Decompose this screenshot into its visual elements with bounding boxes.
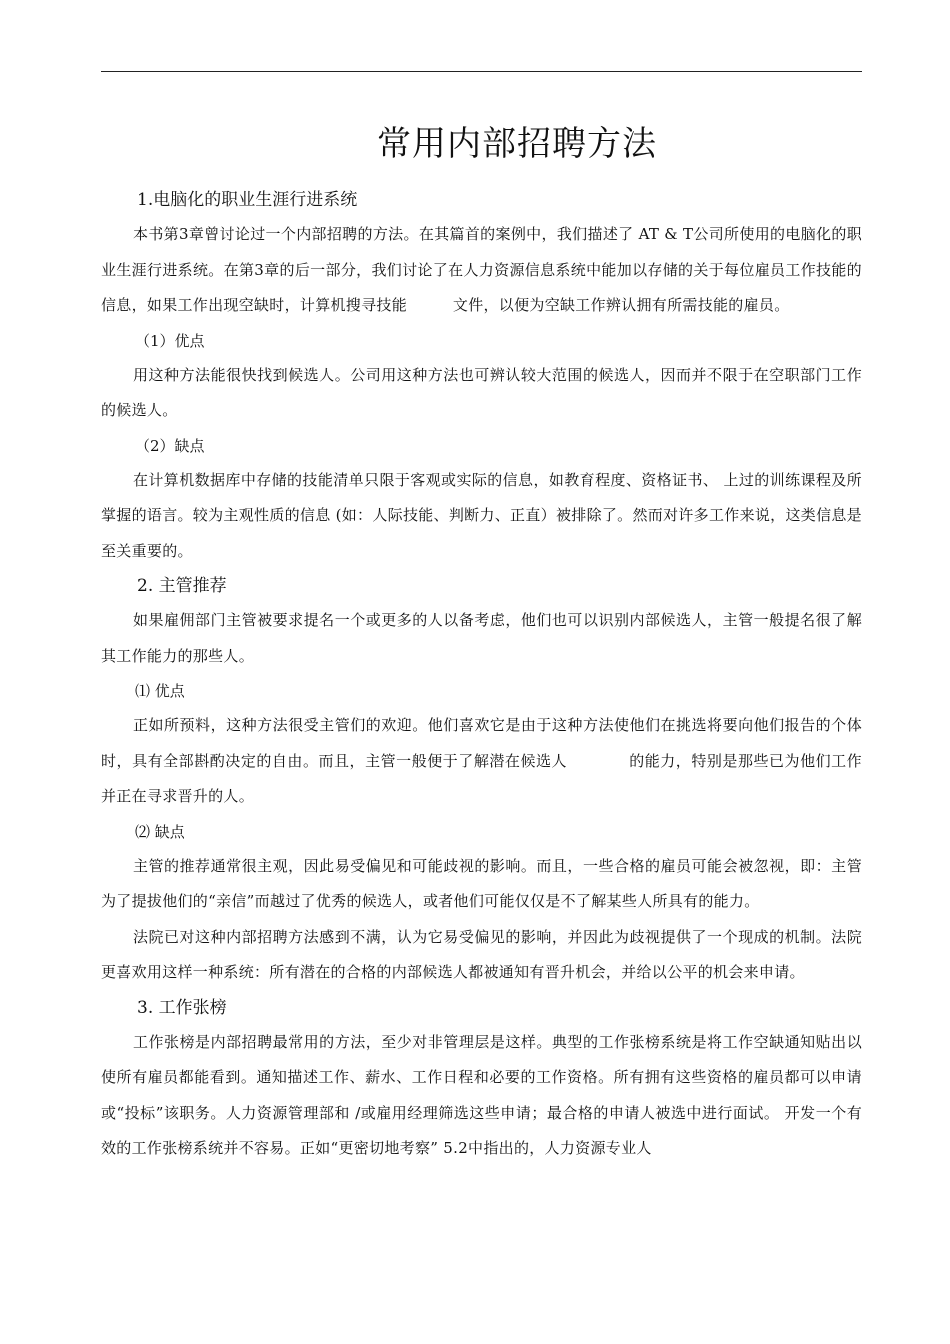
page-title: 常用内部招聘方法: [377, 124, 657, 164]
paragraph: 本书第3章曾讨论过一个内部招聘的方法。在其篇首的案例中，我们描述了 AT & T公司所使用的电脑化的职业生涯行进系统。在第3章的后一部分，我们讨论了在人力资源信息系统中能加以存储的关于每位雇员工作技能的信息，如果工作出现空缺时，计算机搜寻技能 文件，以便为空缺工作辨认拥有所需技能的雇员。: [101, 225, 862, 314]
subheading: ⑵ 缺点: [135, 822, 185, 841]
header-rule: [101, 71, 862, 72]
subheading: （2）缺点: [135, 436, 205, 455]
paragraph: 在计算机数据库中存储的技能清单只限于客观或实际的信息，如教育程度、资格证书、 上过的训练课程及所掌握的语言。较为主观性质的信息 (如：人际技能、判断力、正直）被排除了。然而对许多工作来说，这类信息是至关重要的。: [101, 470, 862, 560]
section-heading: 3. 工作张榜: [137, 997, 227, 1018]
paragraph: 主管的推荐通常很主观，因此易受偏见和可能歧视的影响。而且，一些合格的雇员可能会被忽视，即：主管为了提拔他们的“亲信”而越过了优秀的候选人，或者他们可能仅仅是不了解某些人所具有的能力。: [101, 856, 862, 910]
paragraph: 工作张榜是内部招聘最常用的方法，至少对非管理层是这样。典型的工作张榜系统是将工作空缺通知贴出以使所有雇员都能看到。通知描述工作、薪水、工作日程和必要的工作资格。所有拥有这些资格的雇员都可以申请或“投标”该职务。人力资源管理部和 /或雇用经理筛选这些申请；最合格的申请人被选中进行面试。 开发一个有效的工作张榜系统并不容易。正如“更密切地考察” 5.2中指出的，人力资源专业人: [101, 1032, 862, 1157]
paragraph: 正如所预料，这种方法很受主管们的欢迎。他们喜欢它是由于这种方法使他们在挑选将要向他们报告的个体时，具有全部斟酌决定的自由。而且，主管一般便于了解潜在候选人 的能力，特别是那些已为他们工作并正在寻求晋升的人。: [101, 716, 862, 805]
subheading: ⑴ 优点: [135, 682, 185, 700]
paragraph: 用这种方法能很快找到候选人。公司用这种方法也可辨认较大范围的候选人，因而并不限于在空职部门工作的候选人。: [101, 365, 862, 419]
section-heading: 2. 主管推荐: [137, 576, 227, 596]
document-body: [101, 183, 862, 1167]
section-heading: 1.电脑化的职业生涯行进系统: [137, 190, 358, 210]
paragraph: 如果雇佣部门主管被要求提名一个或更多的人以备考虑，他们也可以识别内部候选人，主管一般提名很了解其工作能力的那些人。: [101, 611, 862, 665]
paragraph: 法院已对这种内部招聘方法感到不满，认为它易受偏见的影响，并因此为歧视提供了一个现成的机制。法院更喜欢用这样一种系统：所有潜在的合格的内部候选人都被通知有晋升机会，并给以公平的机会来申请。: [101, 927, 862, 981]
subheading: （1）优点: [135, 331, 205, 350]
